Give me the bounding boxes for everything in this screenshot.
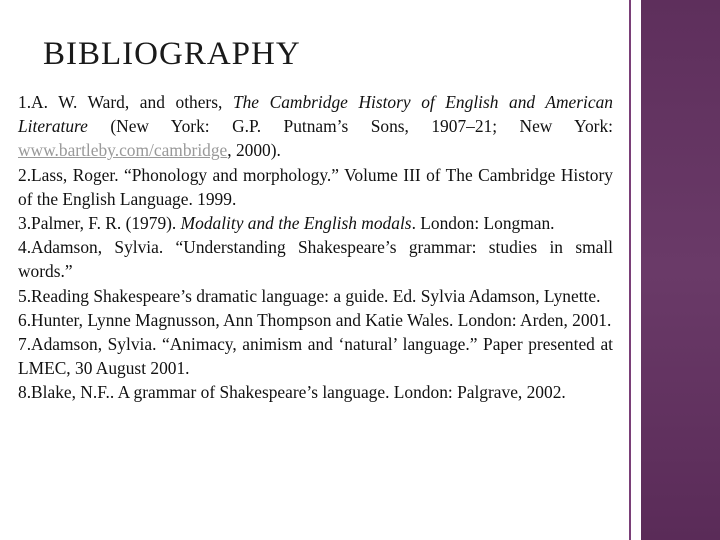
- bibliography-list: [18, 90, 613, 405]
- bibliography-entry: [18, 284, 613, 308]
- bibliography-entry: [18, 380, 613, 404]
- entry-number: 1.: [18, 92, 32, 112]
- entry-number: 3.: [18, 213, 32, 234]
- bibliography-entry: [18, 90, 613, 163]
- entry-text: Hunter, Lynne Magnusson, Ann Thompson and Katie Wales. London: Arden, 2001.: [31, 309, 612, 330]
- entry-number: 7.: [18, 334, 32, 355]
- entry-text: Blake, N.F.. A grammar of Shakespeare’s language. London: Palgrave, 2002.: [31, 382, 566, 403]
- entry-number: 8.: [18, 382, 32, 403]
- entry-text: Adamson, Sylvia. “Animacy, animism and ‘natural’ language.” Paper presented at LMEC, 30 August 2001.: [18, 334, 613, 379]
- bibliography-entry: [18, 163, 613, 211]
- bibliography-entry: [18, 211, 613, 235]
- entry-title-italic: Modality and the English modals: [180, 213, 412, 234]
- bibliography-entry: [18, 332, 613, 380]
- bibliography-entry: [18, 235, 613, 283]
- entry-title-italic: The Cambridge History of English and American Literature: [18, 92, 613, 137]
- bibliography-entry: [18, 308, 613, 332]
- entry-number: 5.: [18, 285, 32, 306]
- entry-number: 2.: [18, 164, 32, 185]
- entry-text: Lass, Roger. “Phonology and morphology.” Volume III of The Cambridge History of the English Language. 1999.: [18, 164, 613, 209]
- entry-text: Adamson, Sylvia. “Understanding Shakespeare’s grammar: studies in small words.”: [18, 237, 613, 282]
- entry-text: A. W. Ward, and others,: [31, 92, 223, 112]
- entry-text: Reading Shakespeare’s dramatic language: a guide. Ed. Sylvia Adamson, Lynette.: [31, 285, 601, 306]
- accent-line: [629, 0, 631, 540]
- page-title: BIBLIOGRAPHY: [43, 36, 301, 72]
- entry-number: 6.: [18, 309, 32, 330]
- entry-link[interactable]: www.bartleby.com/cambridge: [18, 140, 228, 161]
- entry-text: Palmer, F. R. (1979).: [31, 213, 177, 234]
- entry-number: 4.: [18, 237, 32, 258]
- entry-text: , 2000).: [227, 140, 281, 161]
- entry-text: (New York: G.P. Putnam’s Sons, 1907–21; New York:: [110, 116, 613, 137]
- accent-side-bar: [641, 0, 720, 540]
- entry-text: . London: Longman.: [411, 213, 555, 234]
